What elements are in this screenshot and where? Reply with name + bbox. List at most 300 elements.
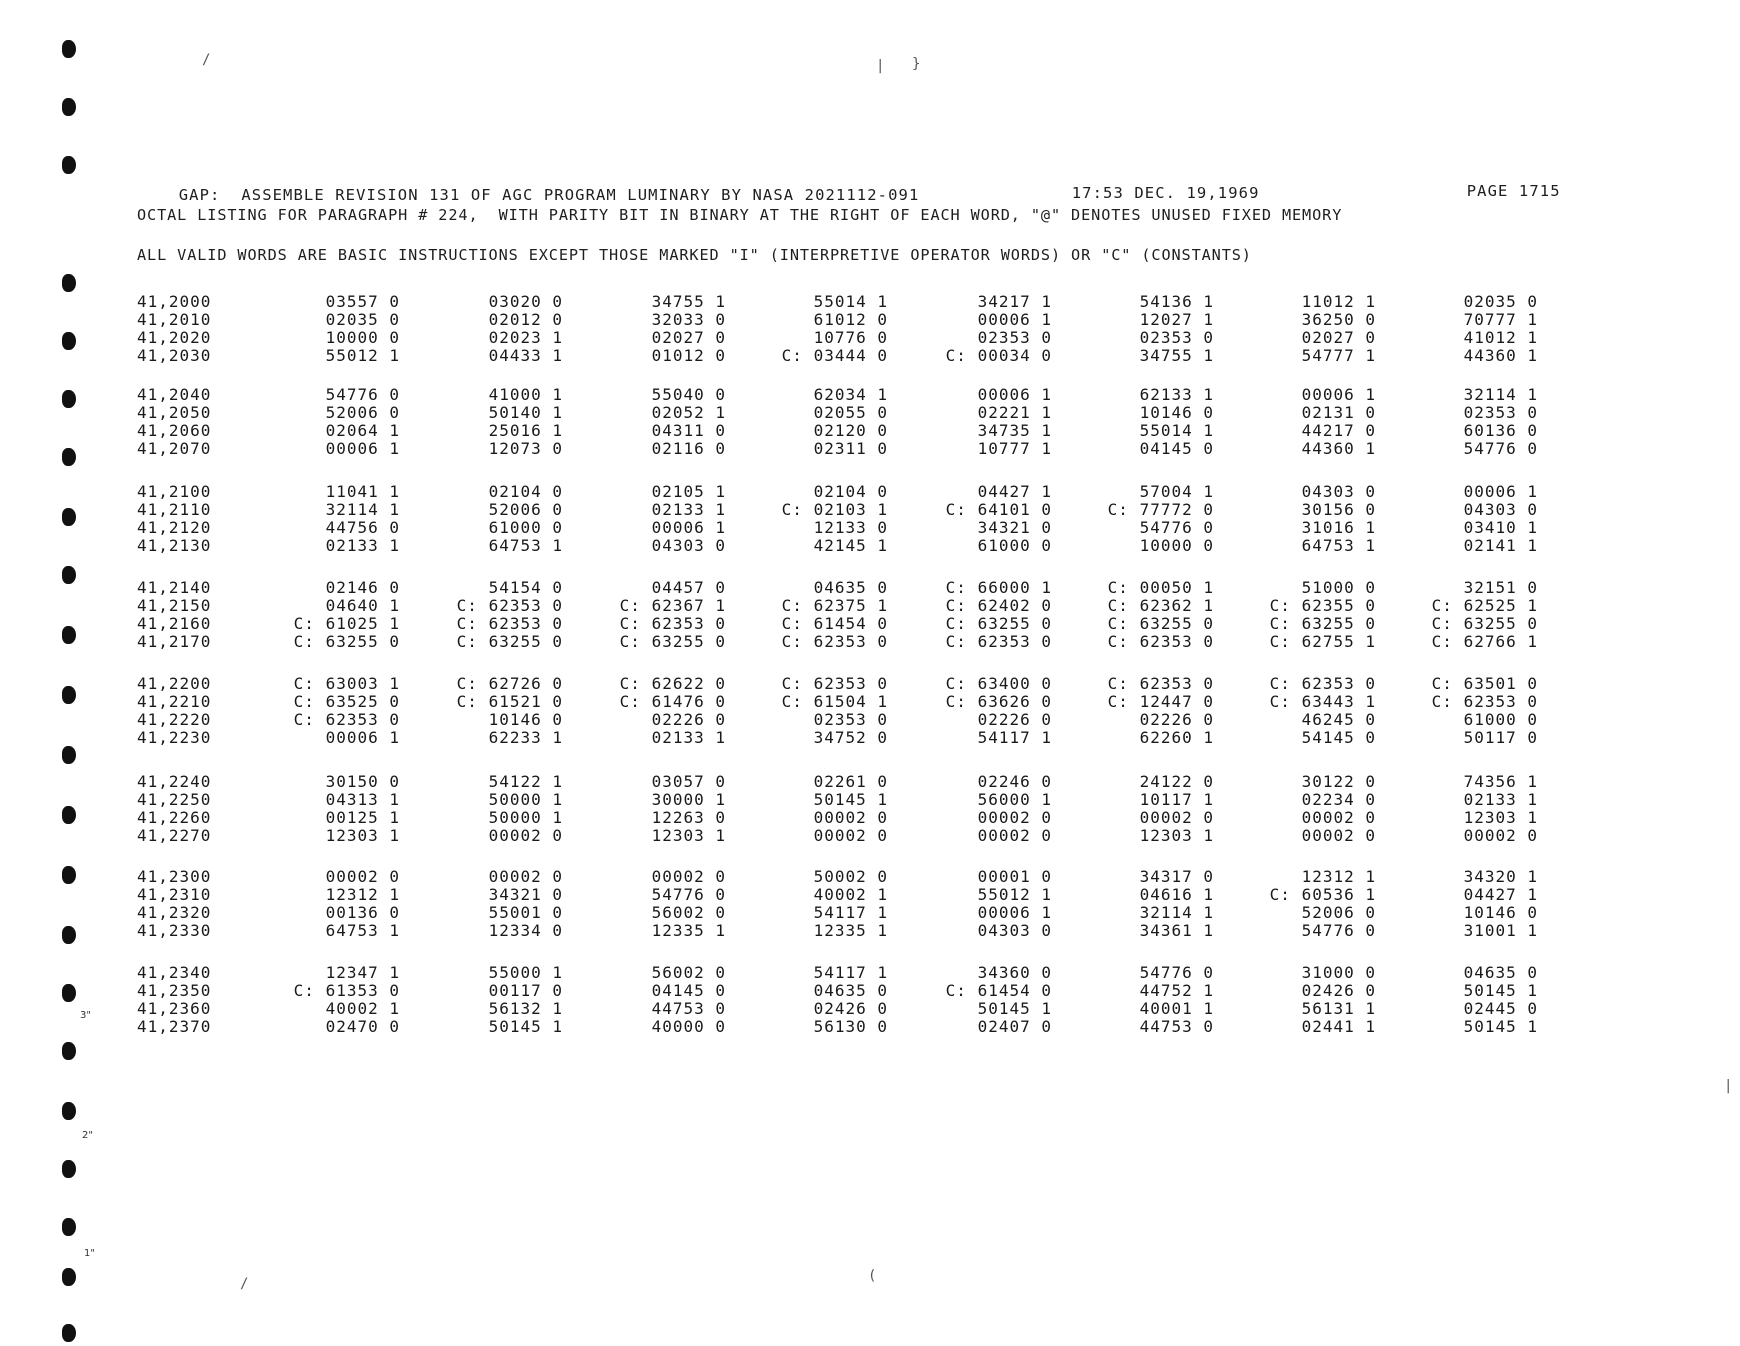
memory-address: 41,2370 (137, 1017, 212, 1036)
octal-word: 25016 1 (488, 421, 563, 440)
octal-word: 10146 0 (1463, 903, 1538, 922)
octal-word: 57004 1 (1139, 482, 1214, 501)
octal-word: 02221 1 (977, 403, 1052, 422)
octal-word: 34360 0 (977, 963, 1052, 982)
octal-word: 02120 0 (813, 421, 888, 440)
octal-word: 50145 1 (1463, 1017, 1538, 1036)
octal-word: 10000 0 (1139, 536, 1214, 555)
octal-word: C: 62353 0 (781, 632, 888, 651)
octal-word: 04635 0 (813, 578, 888, 597)
listing-row (0, 500, 1600, 518)
stray-mark: } (912, 56, 921, 72)
memory-address: 41,2030 (137, 346, 212, 365)
octal-word: 00002 0 (813, 808, 888, 827)
listing-row (0, 903, 1600, 921)
listing-row (0, 674, 1600, 692)
octal-word: 54122 1 (488, 772, 563, 791)
octal-word: 24122 0 (1139, 772, 1214, 791)
listing-row (0, 772, 1600, 790)
octal-word: 44756 0 (325, 518, 400, 537)
octal-word: 61000 0 (488, 518, 563, 537)
listing-row (0, 692, 1600, 710)
octal-word: C: 63443 1 (1269, 692, 1376, 711)
octal-word: 12133 0 (813, 518, 888, 537)
listing-row (0, 808, 1600, 826)
octal-word: 04640 1 (325, 596, 400, 615)
octal-word: C: 62355 0 (1269, 596, 1376, 615)
octal-word: 02116 0 (651, 439, 726, 458)
octal-word: 41012 1 (1463, 328, 1538, 347)
octal-word: 64753 1 (488, 536, 563, 555)
octal-word: C: 03444 0 (781, 346, 888, 365)
octal-word: 12027 1 (1139, 310, 1214, 329)
octal-word: 02311 0 (813, 439, 888, 458)
punch-hole (62, 274, 76, 292)
octal-word: 10776 0 (813, 328, 888, 347)
octal-word: 00002 0 (488, 826, 563, 845)
octal-word: C: 62726 0 (456, 674, 563, 693)
octal-word: 02131 0 (1301, 403, 1376, 422)
octal-word: C: 62766 1 (1431, 632, 1538, 651)
octal-word: 56002 0 (651, 903, 726, 922)
listing-row (0, 596, 1600, 614)
octal-word: C: 62353 0 (456, 614, 563, 633)
listing-row (0, 536, 1600, 554)
octal-word: 56000 1 (977, 790, 1052, 809)
octal-word: 02023 1 (488, 328, 563, 347)
octal-word: 02234 0 (1301, 790, 1376, 809)
octal-word: C: 61353 0 (293, 981, 400, 1000)
octal-word: 34752 0 (813, 728, 888, 747)
octal-word: 62034 1 (813, 385, 888, 404)
octal-word: 56130 0 (813, 1017, 888, 1036)
octal-word: 00006 1 (977, 385, 1052, 404)
octal-word: 56132 1 (488, 999, 563, 1018)
memory-address: 41,2010 (137, 310, 212, 329)
octal-word: C: 62362 1 (1107, 596, 1214, 615)
octal-word: 44753 0 (651, 999, 726, 1018)
octal-word: 32114 1 (1463, 385, 1538, 404)
octal-word: 04635 0 (813, 981, 888, 1000)
octal-word: 02133 1 (325, 536, 400, 555)
listing-row (0, 790, 1600, 808)
memory-address: 41,2060 (137, 421, 212, 440)
octal-word: 12303 1 (325, 826, 400, 845)
octal-word: 34735 1 (977, 421, 1052, 440)
octal-word: 02146 0 (325, 578, 400, 597)
octal-word: C: 62353 0 (1107, 674, 1214, 693)
octal-word: 04311 0 (651, 421, 726, 440)
octal-word: 34755 1 (651, 292, 726, 311)
listing-row (0, 728, 1600, 746)
octal-word: 04303 0 (1301, 482, 1376, 501)
octal-word: 44360 1 (1301, 439, 1376, 458)
octal-word: 02052 1 (651, 403, 726, 422)
octal-word: 12073 0 (488, 439, 563, 458)
octal-word: 54776 0 (1139, 518, 1214, 537)
octal-word: 04303 0 (651, 536, 726, 555)
octal-word: C: 63255 0 (456, 632, 563, 651)
octal-word: 00001 0 (977, 867, 1052, 886)
octal-word: 54776 0 (651, 885, 726, 904)
octal-word: 42145 1 (813, 536, 888, 555)
octal-word: 00125 1 (325, 808, 400, 827)
octal-word: 12303 1 (1139, 826, 1214, 845)
octal-word: 01012 0 (651, 346, 726, 365)
listing-row (0, 981, 1600, 999)
listing-row (0, 482, 1600, 500)
punch-hole (62, 1324, 76, 1342)
octal-word: 12312 1 (1301, 867, 1376, 886)
memory-address: 41,2350 (137, 981, 212, 1000)
assembly-title: GAP: ASSEMBLE REVISION 131 OF AGC PROGRAM LUMINARY BY NASA 2021112-091 (178, 186, 920, 204)
octal-word: 50145 1 (977, 999, 1052, 1018)
octal-word: 61012 0 (813, 310, 888, 329)
punch-hole (62, 156, 76, 174)
octal-word: 02141 1 (1463, 536, 1538, 555)
octal-word: 62133 1 (1139, 385, 1214, 404)
page-number: PAGE 1715 (1466, 182, 1561, 200)
octal-word: 54117 1 (977, 728, 1052, 747)
octal-word: 02407 0 (977, 1017, 1052, 1036)
listing-row (0, 328, 1600, 346)
octal-word: 12312 1 (325, 885, 400, 904)
octal-word: 32114 1 (1139, 903, 1214, 922)
octal-word: C: 62353 0 (1431, 692, 1538, 711)
octal-word: 00006 1 (977, 903, 1052, 922)
octal-word: 03410 1 (1463, 518, 1538, 537)
octal-word: 04635 0 (1463, 963, 1538, 982)
listing-row (0, 310, 1600, 328)
octal-word: 54136 1 (1139, 292, 1214, 311)
octal-word: 12347 1 (325, 963, 400, 982)
memory-address: 41,2120 (137, 518, 212, 537)
octal-word: 00136 0 (325, 903, 400, 922)
octal-word: 32114 1 (325, 500, 400, 519)
octal-word: 34217 1 (977, 292, 1052, 311)
octal-word: 00002 0 (977, 826, 1052, 845)
octal-word: 40002 1 (325, 999, 400, 1018)
octal-word: 31000 0 (1301, 963, 1376, 982)
octal-word: 02027 0 (1301, 328, 1376, 347)
octal-word: C: 61025 1 (293, 614, 400, 633)
octal-word: 02353 0 (813, 710, 888, 729)
octal-word: 00002 0 (651, 867, 726, 886)
octal-word: 00002 0 (325, 867, 400, 886)
memory-address: 41,2300 (137, 867, 212, 886)
octal-word: C: 62353 0 (456, 596, 563, 615)
octal-word: 34755 1 (1139, 346, 1214, 365)
octal-word: 02226 0 (1139, 710, 1214, 729)
octal-word: 02445 0 (1463, 999, 1538, 1018)
octal-word: C: 62525 1 (1431, 596, 1538, 615)
octal-word: 12335 1 (651, 921, 726, 940)
octal-word: 56131 1 (1301, 999, 1376, 1018)
memory-address: 41,2140 (137, 578, 212, 597)
listing-row (0, 614, 1600, 632)
octal-word: 00002 0 (1301, 808, 1376, 827)
octal-word: 12303 1 (1463, 808, 1538, 827)
octal-word: C: 77772 0 (1107, 500, 1214, 519)
octal-word: C: 63003 1 (293, 674, 400, 693)
octal-word: 04303 0 (977, 921, 1052, 940)
octal-word: 44217 0 (1301, 421, 1376, 440)
octal-word: C: 63626 0 (945, 692, 1052, 711)
listing-row (0, 578, 1600, 596)
octal-word: 36250 0 (1301, 310, 1376, 329)
listing-row (0, 963, 1600, 981)
header-line-3: ALL VALID WORDS ARE BASIC INSTRUCTIONS EXCEPT THOSE MARKED "I" (INTERPRETIVE OPERATOR WORDS) OR "C" (CONSTANTS) (137, 246, 1252, 264)
octal-word: C: 63400 0 (945, 674, 1052, 693)
octal-word: 00002 0 (813, 826, 888, 845)
octal-word: 50145 1 (1463, 981, 1538, 1000)
octal-word: C: 63255 0 (1269, 614, 1376, 633)
octal-word: C: 62375 1 (781, 596, 888, 615)
octal-word: 04433 1 (488, 346, 563, 365)
octal-word: 54776 0 (1463, 439, 1538, 458)
octal-word: 40002 1 (813, 885, 888, 904)
edge-inch-mark: 2" (82, 1130, 93, 1141)
octal-word: 02226 0 (651, 710, 726, 729)
octal-word: 12263 0 (651, 808, 726, 827)
octal-word: 74356 1 (1463, 772, 1538, 791)
octal-word: 51000 0 (1301, 578, 1376, 597)
octal-word: C: 62755 1 (1269, 632, 1376, 651)
octal-word: C: 62353 0 (781, 674, 888, 693)
octal-word: 55014 1 (813, 292, 888, 311)
octal-word: 70777 1 (1463, 310, 1538, 329)
punch-hole (62, 1218, 76, 1236)
memory-address: 41,2340 (137, 963, 212, 982)
octal-word: 11041 1 (325, 482, 400, 501)
memory-address: 41,2250 (137, 790, 212, 809)
punch-hole (62, 1160, 76, 1178)
octal-word: 02246 0 (977, 772, 1052, 791)
stray-mark: ( (868, 1268, 877, 1284)
listing-row (0, 385, 1600, 403)
octal-word: 00002 0 (1463, 826, 1538, 845)
octal-word: 54777 1 (1301, 346, 1376, 365)
octal-word: C: 63255 0 (945, 614, 1052, 633)
octal-word: C: 60536 1 (1269, 885, 1376, 904)
octal-word: C: 61504 1 (781, 692, 888, 711)
listing-row (0, 421, 1600, 439)
edge-inch-mark: 3" (80, 1010, 91, 1021)
octal-word: 12335 1 (813, 921, 888, 940)
punch-hole (62, 746, 76, 764)
octal-word: 44360 1 (1463, 346, 1538, 365)
octal-word: C: 63255 0 (619, 632, 726, 651)
octal-word: 54776 0 (325, 385, 400, 404)
octal-word: C: 66000 1 (945, 578, 1052, 597)
punch-hole (62, 1268, 76, 1286)
listing-row (0, 885, 1600, 903)
octal-word: 02064 1 (325, 421, 400, 440)
octal-word: 02027 0 (651, 328, 726, 347)
octal-word: 02353 0 (1463, 403, 1538, 422)
octal-word: 46245 0 (1301, 710, 1376, 729)
octal-word: C: 63525 0 (293, 692, 400, 711)
octal-word: 00002 0 (1301, 826, 1376, 845)
octal-word: 50002 0 (813, 867, 888, 886)
octal-word: 02470 0 (325, 1017, 400, 1036)
octal-word: 03557 0 (325, 292, 400, 311)
octal-word: 04303 0 (1463, 500, 1538, 519)
punch-hole (62, 1102, 76, 1120)
octal-word: 10777 1 (977, 439, 1052, 458)
octal-word: 52006 0 (325, 403, 400, 422)
octal-word: 00006 1 (325, 439, 400, 458)
octal-word: 00006 1 (1463, 482, 1538, 501)
octal-word: 64753 1 (325, 921, 400, 940)
memory-address: 41,2130 (137, 536, 212, 555)
octal-word: 52006 0 (488, 500, 563, 519)
listing-row (0, 632, 1600, 650)
octal-word: 50140 1 (488, 403, 563, 422)
octal-word: C: 62353 0 (1107, 632, 1214, 651)
octal-word: C: 62353 0 (619, 614, 726, 633)
listing-row (0, 292, 1600, 310)
punch-hole (62, 98, 76, 116)
octal-word: 10146 0 (1139, 403, 1214, 422)
listing-row (0, 439, 1600, 457)
octal-word: 56002 0 (651, 963, 726, 982)
listing-row (0, 921, 1600, 939)
memory-address: 41,2240 (137, 772, 212, 791)
octal-word: 00006 1 (325, 728, 400, 747)
octal-word: 04145 0 (651, 981, 726, 1000)
octal-word: C: 63255 0 (1431, 614, 1538, 633)
octal-word: 02055 0 (813, 403, 888, 422)
octal-word: 12334 0 (488, 921, 563, 940)
octal-word: 04427 1 (977, 482, 1052, 501)
stray-mark: / (202, 52, 211, 68)
octal-word: 02104 0 (813, 482, 888, 501)
memory-address: 41,2050 (137, 403, 212, 422)
octal-word: 04427 1 (1463, 885, 1538, 904)
octal-word: 03057 0 (651, 772, 726, 791)
octal-word: 02426 0 (1301, 981, 1376, 1000)
memory-address: 41,2000 (137, 292, 212, 311)
octal-word: C: 61454 0 (781, 614, 888, 633)
octal-word: 00006 1 (651, 518, 726, 537)
octal-word: 04313 1 (325, 790, 400, 809)
octal-word: 54145 0 (1301, 728, 1376, 747)
memory-address: 41,2040 (137, 385, 212, 404)
octal-word: 41000 1 (488, 385, 563, 404)
octal-word: 00002 0 (977, 808, 1052, 827)
stray-mark: | (876, 58, 885, 74)
listing-row (0, 403, 1600, 421)
octal-word: C: 62353 0 (1269, 674, 1376, 693)
octal-word: 50145 1 (488, 1017, 563, 1036)
memory-address: 41,2020 (137, 328, 212, 347)
octal-word: 11012 1 (1301, 292, 1376, 311)
octal-word: 02353 0 (977, 328, 1052, 347)
octal-word: C: 62367 1 (619, 596, 726, 615)
memory-address: 41,2360 (137, 999, 212, 1018)
listing-row (0, 867, 1600, 885)
octal-word: 55000 1 (488, 963, 563, 982)
memory-address: 41,2110 (137, 500, 212, 519)
octal-word: 00006 1 (977, 310, 1052, 329)
octal-word: 02261 0 (813, 772, 888, 791)
memory-address: 41,2150 (137, 596, 212, 615)
octal-word: 44752 1 (1139, 981, 1214, 1000)
octal-word: 30156 0 (1301, 500, 1376, 519)
octal-word: 30150 0 (325, 772, 400, 791)
header-timestamp: 17:53 DEC. 19,1969 (1071, 184, 1260, 202)
octal-word: C: 63255 0 (1107, 614, 1214, 633)
octal-word: C: 63501 0 (1431, 674, 1538, 693)
octal-word: 12303 1 (651, 826, 726, 845)
memory-address: 41,2210 (137, 692, 212, 711)
octal-word: 32151 0 (1463, 578, 1538, 597)
octal-word: 30000 1 (651, 790, 726, 809)
octal-word: 54154 0 (488, 578, 563, 597)
octal-word: 44753 0 (1139, 1017, 1214, 1036)
edge-inch-mark: 1" (84, 1248, 95, 1259)
listing-row (0, 518, 1600, 536)
octal-word: C: 00050 1 (1107, 578, 1214, 597)
octal-word: 31001 1 (1463, 921, 1538, 940)
octal-word: C: 62402 0 (945, 596, 1052, 615)
octal-word: 60136 0 (1463, 421, 1538, 440)
octal-word: C: 61476 0 (619, 692, 726, 711)
octal-word: C: 62353 0 (293, 710, 400, 729)
octal-word: 02133 1 (651, 728, 726, 747)
octal-word: C: 63255 0 (293, 632, 400, 651)
octal-word: 55012 1 (977, 885, 1052, 904)
octal-word: 30122 0 (1301, 772, 1376, 791)
octal-word: 50117 0 (1463, 728, 1538, 747)
octal-word: 02133 1 (651, 500, 726, 519)
header-line-2: OCTAL LISTING FOR PARAGRAPH # 224, WITH PARITY BIT IN BINARY AT THE RIGHT OF EACH WORD, "@" DENOTES UNUSED FIXED MEMORY (137, 206, 1343, 224)
listing-row (0, 999, 1600, 1017)
stray-mark: / (240, 1276, 249, 1292)
octal-word: 54776 0 (1301, 921, 1376, 940)
octal-word: 62233 1 (488, 728, 563, 747)
octal-word: 61000 0 (977, 536, 1052, 555)
octal-word: 02353 0 (1139, 328, 1214, 347)
memory-address: 41,2260 (137, 808, 212, 827)
octal-word: 34320 1 (1463, 867, 1538, 886)
octal-word: 02104 0 (488, 482, 563, 501)
memory-address: 41,2320 (137, 903, 212, 922)
octal-word: C: 61521 0 (456, 692, 563, 711)
octal-word: 02426 0 (813, 999, 888, 1018)
octal-word: 10117 1 (1139, 790, 1214, 809)
memory-address: 41,2270 (137, 826, 212, 845)
octal-word: C: 64101 0 (945, 500, 1052, 519)
octal-word: 02226 0 (977, 710, 1052, 729)
octal-word: 40001 1 (1139, 999, 1214, 1018)
memory-address: 41,2330 (137, 921, 212, 940)
octal-word: C: 12447 0 (1107, 692, 1214, 711)
octal-word: 03020 0 (488, 292, 563, 311)
octal-word: 50000 1 (488, 790, 563, 809)
octal-word: 62260 1 (1139, 728, 1214, 747)
octal-word: 55001 0 (488, 903, 563, 922)
octal-word: 54776 0 (1139, 963, 1214, 982)
memory-address: 41,2230 (137, 728, 212, 747)
octal-word: 34317 0 (1139, 867, 1214, 886)
octal-word: C: 62622 0 (619, 674, 726, 693)
octal-word: 64753 1 (1301, 536, 1376, 555)
memory-address: 41,2310 (137, 885, 212, 904)
octal-word: 04457 0 (651, 578, 726, 597)
octal-word: 31016 1 (1301, 518, 1376, 537)
